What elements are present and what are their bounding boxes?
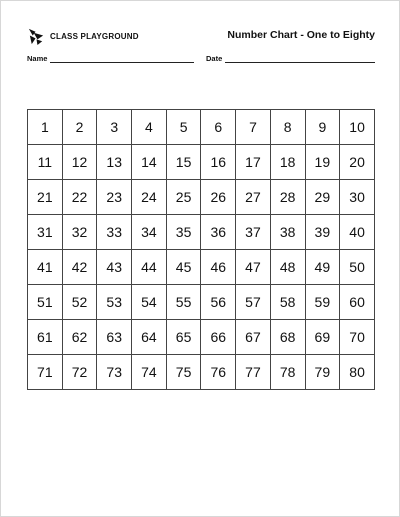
number-cell: 77 [236,355,271,390]
number-cell: 43 [97,250,132,285]
number-cell: 38 [270,215,305,250]
number-cell: 68 [270,320,305,355]
number-cell: 13 [97,145,132,180]
number-cell: 11 [28,145,63,180]
number-chart-body [28,110,375,390]
number-cell: 10 [340,110,375,145]
number-cell: 32 [62,215,97,250]
number-chart [27,109,375,390]
number-cell: 31 [28,215,63,250]
number-cell: 62 [62,320,97,355]
number-cell: 16 [201,145,236,180]
number-cell: 14 [132,145,167,180]
number-cell: 22 [62,180,97,215]
number-cell: 75 [166,355,201,390]
chart-row [28,250,375,285]
number-cell: 73 [97,355,132,390]
number-cell: 3 [97,110,132,145]
chart-row [28,110,375,145]
number-cell: 25 [166,180,201,215]
number-cell: 12 [62,145,97,180]
chart-row [28,320,375,355]
number-cell: 64 [132,320,167,355]
number-cell: 71 [28,355,63,390]
number-cell: 48 [270,250,305,285]
number-cell: 65 [166,320,201,355]
number-cell: 4 [132,110,167,145]
date-field[interactable] [225,62,375,63]
number-cell: 70 [340,320,375,355]
student-fields [27,54,375,66]
date-label: Date [206,54,223,63]
number-cell: 30 [340,180,375,215]
number-cell: 41 [28,250,63,285]
number-cell: 8 [270,110,305,145]
number-cell: 15 [166,145,201,180]
number-cell: 66 [201,320,236,355]
number-cell: 58 [270,285,305,320]
brand-name: CLASS PLAYGROUND [50,31,139,41]
number-cell: 5 [166,110,201,145]
number-cell: 1 [28,110,63,145]
number-cell: 60 [340,285,375,320]
name-field[interactable] [50,62,194,63]
number-cell: 2 [62,110,97,145]
number-cell: 21 [28,180,63,215]
number-cell: 59 [305,285,340,320]
number-cell: 9 [305,110,340,145]
number-cell: 34 [132,215,167,250]
number-cell: 78 [270,355,305,390]
number-cell: 42 [62,250,97,285]
number-cell: 37 [236,215,271,250]
number-cell: 40 [340,215,375,250]
number-cell: 23 [97,180,132,215]
number-cell: 50 [340,250,375,285]
number-cell: 52 [62,285,97,320]
number-cell: 47 [236,250,271,285]
class-playground-logo-icon [27,27,46,46]
number-cell: 18 [270,145,305,180]
chart-row [28,145,375,180]
number-cell: 67 [236,320,271,355]
number-cell: 51 [28,285,63,320]
page-title: Number Chart - One to Eighty [227,29,375,41]
number-cell: 39 [305,215,340,250]
number-cell: 24 [132,180,167,215]
number-cell: 57 [236,285,271,320]
number-cell: 20 [340,145,375,180]
number-cell: 80 [340,355,375,390]
number-cell: 45 [166,250,201,285]
chart-row [28,285,375,320]
number-cell: 29 [305,180,340,215]
number-cell: 6 [201,110,236,145]
number-cell: 36 [201,215,236,250]
number-cell: 54 [132,285,167,320]
number-cell: 35 [166,215,201,250]
number-cell: 63 [97,320,132,355]
number-cell: 44 [132,250,167,285]
number-cell: 79 [305,355,340,390]
number-cell: 74 [132,355,167,390]
number-cell: 19 [305,145,340,180]
number-cell: 46 [201,250,236,285]
name-label: Name [27,54,48,63]
header [27,25,375,47]
number-cell: 69 [305,320,340,355]
number-cell: 26 [201,180,236,215]
chart-row [28,180,375,215]
number-cell: 17 [236,145,271,180]
number-cell: 53 [97,285,132,320]
number-cell: 61 [28,320,63,355]
number-cell: 55 [166,285,201,320]
brand [27,25,139,47]
number-cell: 27 [236,180,271,215]
number-cell: 7 [236,110,271,145]
chart-row [28,215,375,250]
number-cell: 33 [97,215,132,250]
number-cell: 28 [270,180,305,215]
number-cell: 49 [305,250,340,285]
number-cell: 56 [201,285,236,320]
chart-row [28,355,375,390]
number-cell: 72 [62,355,97,390]
number-cell: 76 [201,355,236,390]
